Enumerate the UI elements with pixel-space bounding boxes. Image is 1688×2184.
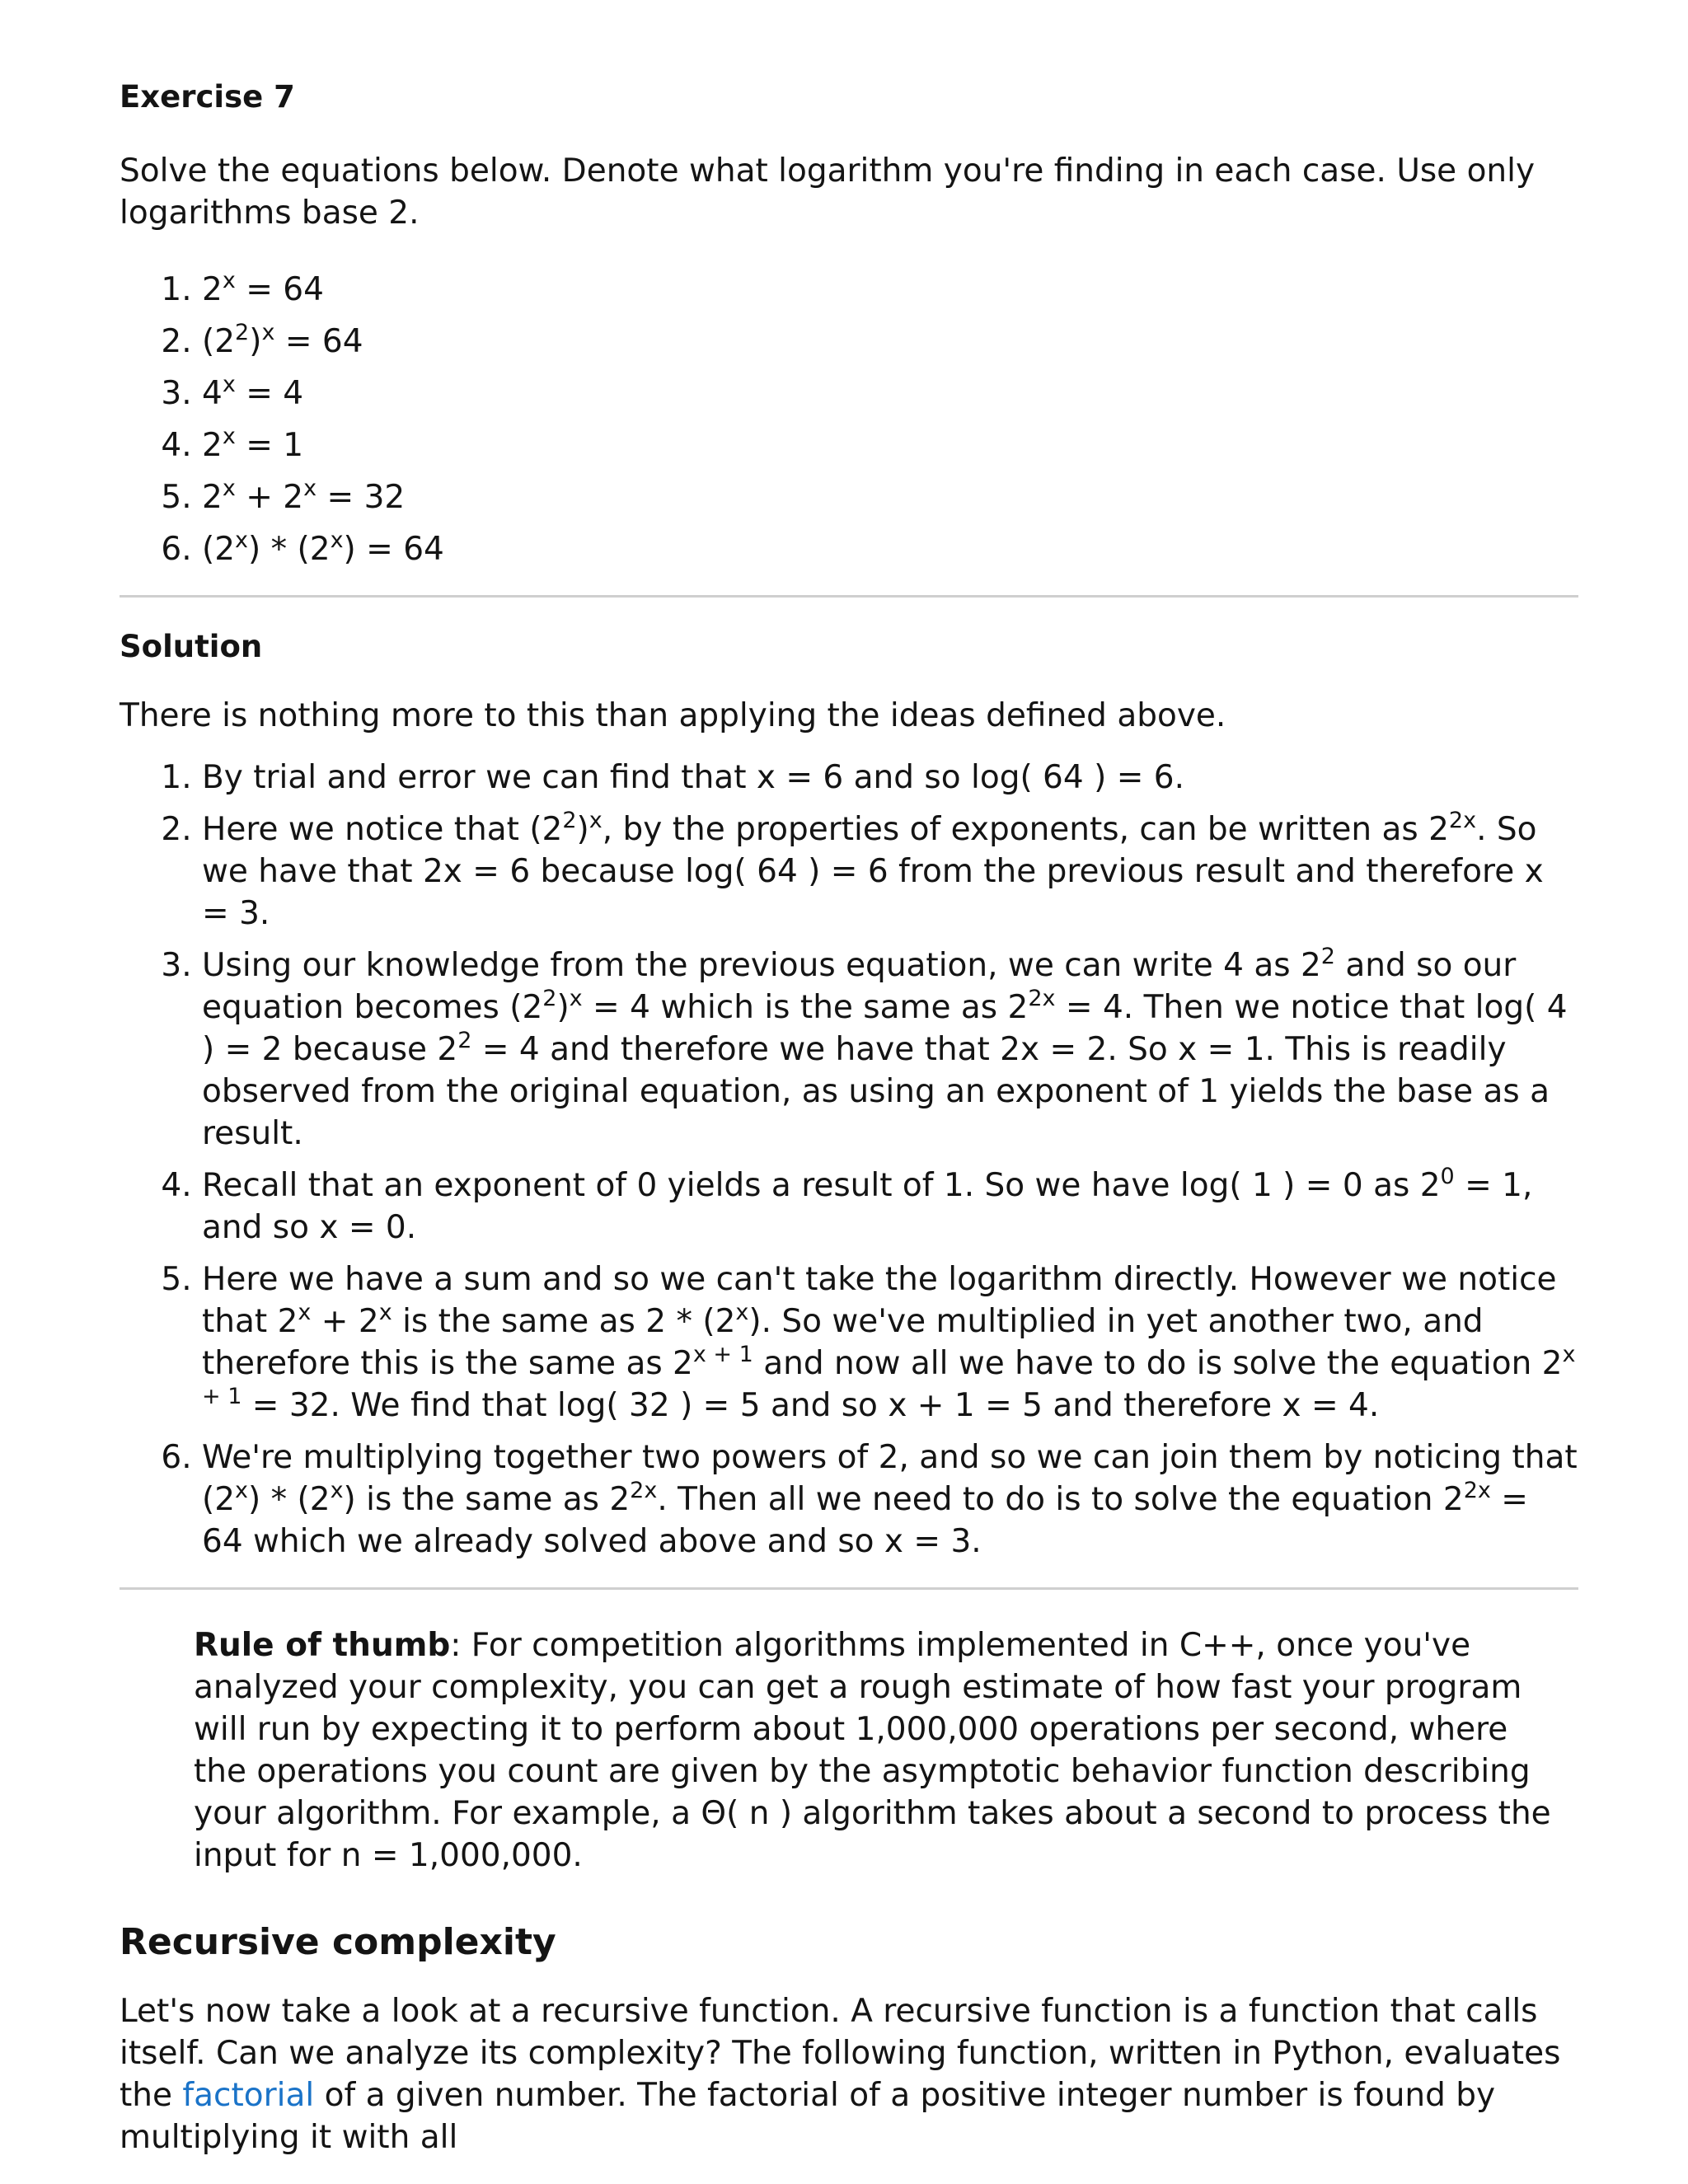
- text-segment: . Then all we need to do is to solve the equation 2: [657, 1481, 1464, 1518]
- text-segment: = 1: [235, 427, 304, 464]
- text-segment: 4: [202, 375, 223, 412]
- exponent: 2: [1320, 944, 1335, 969]
- exponent: x + 1: [692, 1342, 753, 1367]
- text-segment: ). So we've multiplied in yet another two, and therefore this is the same as 2: [202, 1303, 1484, 1382]
- text-segment: = 4. Then we notice that log( 4 ) = 2 because 2: [202, 989, 1568, 1068]
- text-segment: ) * (2: [248, 531, 331, 568]
- text-segment: 2: [202, 271, 223, 308]
- solution-list: [120, 757, 1578, 1563]
- exponent: x: [222, 372, 236, 397]
- equation-list: [120, 269, 1578, 570]
- text-segment: = 4: [235, 375, 304, 412]
- text-segment: . So we have that 2x = 6 because log( 64 ) = 6 from the previous result and therefore x = 3.: [202, 811, 1544, 932]
- rule-of-thumb-text: : For competition algorithms implemented in C++, once you've analyzed your complexity, you can get a rough estimate of how fast your program will run by expecting it to perform about 1,000,000 operations per second, where the operations you count are given by the asymptotic behavior function describing your algorithm. For example, a Θ( n ) algorithm takes about a second to process the input for n = 1,000,000.: [194, 1627, 1551, 1874]
- exponent: x: [235, 1478, 249, 1503]
- exponent: x: [222, 476, 236, 501]
- rule-of-thumb-note: [194, 1624, 1562, 1877]
- text-segment: 2: [202, 427, 223, 464]
- text-segment: (2: [202, 323, 236, 360]
- section-paragraph: [120, 1990, 1578, 2158]
- text-segment: = 64: [235, 271, 324, 308]
- exponent: x: [261, 320, 275, 345]
- text-segment: ): [249, 323, 262, 360]
- text-segment: (2: [202, 531, 236, 568]
- text-segment: = 4 and therefore we have that 2x = 2. So x = 1. This is readily observed from the original equation, as using an exponent of 1 yields the base as a result.: [202, 1031, 1550, 1152]
- equation-item: [202, 321, 1578, 363]
- text-segment: and so our equation becomes (2: [202, 947, 1517, 1026]
- text-segment: , by the properties of exponents, can be written as 2: [602, 811, 1449, 848]
- exponent: 0: [1440, 1164, 1455, 1189]
- text-segment: Here we have a sum and so we can't take the logarithm directly. However we notice that 2: [202, 1261, 1557, 1340]
- exponent: 2: [562, 808, 577, 833]
- exponent: x: [303, 476, 317, 501]
- solution-item: [202, 808, 1578, 935]
- exponent: x: [378, 1300, 392, 1325]
- exponent: x: [222, 424, 236, 449]
- text-segment: is the same as 2 * (2: [392, 1303, 736, 1340]
- exponent: x: [569, 986, 583, 1011]
- solution-intro: There is nothing more to this than applying the ideas defined above.: [120, 697, 1226, 734]
- paragraph-text-continued: of a given number. The factorial of a positive integer number is found by multiplying it with all: [120, 2077, 1496, 2156]
- text-segment: Using our knowledge from the previous equation, we can write 4 as 2: [202, 947, 1321, 984]
- exponent: x: [222, 268, 236, 293]
- solution-item: [202, 757, 1578, 799]
- exponent: x: [735, 1300, 749, 1325]
- exponent: x + 1: [202, 1342, 1576, 1409]
- text-segment: = 64: [274, 323, 363, 360]
- text-segment: = 32. We find that log( 32 ) = 5 and so x + 1 = 5 and therefore x = 4.: [241, 1387, 1380, 1424]
- text-segment: ): [556, 989, 570, 1026]
- divider: [120, 595, 1578, 598]
- exponent: x: [588, 808, 603, 833]
- exponent: 2x: [1463, 1478, 1491, 1503]
- text-segment: ) is the same as 2: [343, 1481, 631, 1518]
- text-segment: By trial and error we can find that x = 6 and so log( 64 ) = 6.: [202, 759, 1184, 796]
- exponent: 2x: [1448, 808, 1477, 833]
- exponent: 2x: [1028, 986, 1056, 1011]
- exponent: x: [235, 527, 249, 553]
- text-segment: Here we notice that (2: [202, 811, 563, 848]
- text-segment: Recall that an exponent of 0 yields a result of 1. So we have log( 1 ) = 0 as 2: [202, 1167, 1441, 1204]
- text-segment: + 2: [235, 479, 304, 516]
- text-segment: = 64 which we already solved above and so x = 3.: [202, 1481, 1528, 1560]
- factorial-link[interactable]: factorial: [182, 2077, 315, 2114]
- equation-item: [202, 476, 1578, 518]
- text-segment: ): [576, 811, 589, 848]
- text-segment: and now all we have to do is solve the equation 2: [753, 1345, 1563, 1382]
- exponent: 2: [457, 1028, 472, 1053]
- text-segment: ) = 64: [343, 531, 444, 568]
- equation-item: [202, 269, 1578, 311]
- exponent: 2: [542, 986, 557, 1011]
- document-page: [120, 73, 1578, 2158]
- text-segment: = 4 which is the same as 2: [582, 989, 1029, 1026]
- exponent: x: [298, 1300, 312, 1325]
- solution-item: [202, 1165, 1578, 1249]
- solution-title: Solution: [120, 629, 263, 664]
- solution-item: [202, 944, 1578, 1155]
- equation-item: [202, 528, 1578, 570]
- equation-item: [202, 424, 1578, 466]
- section-title: Recursive complexity: [120, 1921, 556, 1963]
- exponent: x: [330, 527, 344, 553]
- equation-item: [202, 373, 1578, 415]
- divider: [120, 1587, 1578, 1590]
- exponent: x: [330, 1478, 344, 1503]
- text-segment: 2: [202, 479, 223, 516]
- text-segment: We're multiplying together two powers of 2, and so we can join them by noticing that (2: [202, 1439, 1578, 1518]
- text-segment: = 1, and so x = 0.: [202, 1167, 1533, 1246]
- exponent: 2: [235, 320, 250, 345]
- exponent: 2x: [630, 1478, 658, 1503]
- text-segment: ) * (2: [248, 1481, 331, 1518]
- exercise-title: Exercise 7: [120, 79, 295, 115]
- paragraph-text: Let's now take a look at a recursive function. A recursive function is a function that calls itself. Can we analyze its complexity? The following function, written in Python, evaluates the: [120, 1993, 1561, 2114]
- solution-item: [202, 1258, 1578, 1427]
- rule-of-thumb-label: Rule of thumb: [194, 1627, 451, 1664]
- text-segment: = 32: [316, 479, 406, 516]
- solution-item: [202, 1436, 1578, 1563]
- exercise-intro: Solve the equations below. Denote what logarithm you're finding in each case. Use only logarithms base 2.: [120, 152, 1536, 232]
- text-segment: + 2: [311, 1303, 379, 1340]
